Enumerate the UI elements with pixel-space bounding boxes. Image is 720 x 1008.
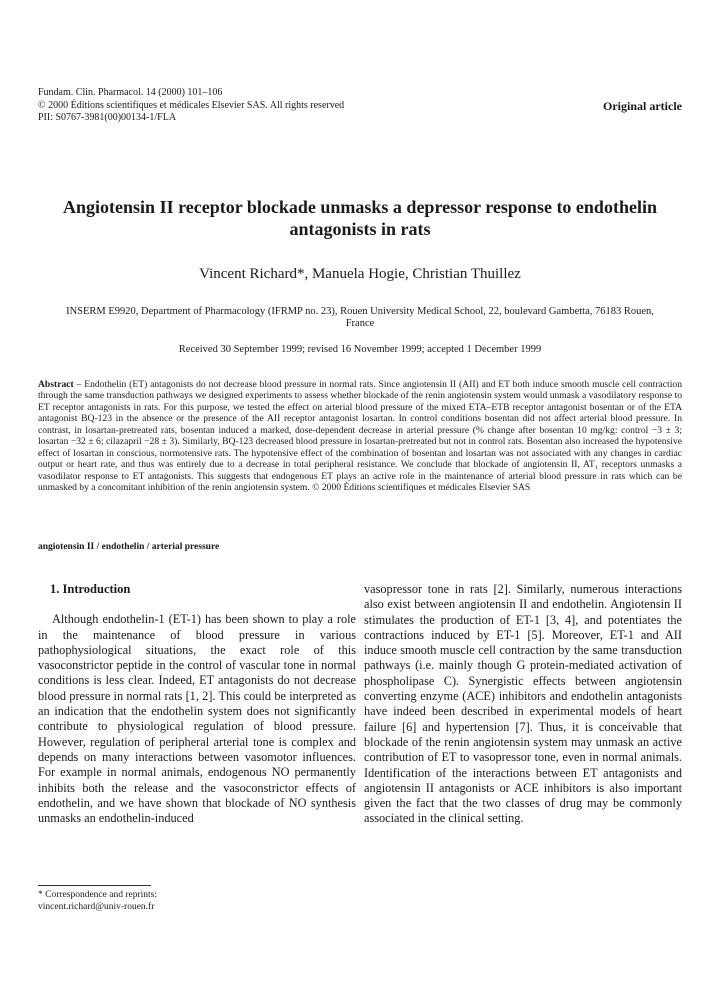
abstract-label: Abstract — [38, 379, 74, 390]
footnote — [38, 889, 157, 913]
article-title: Angiotensin II receptor blockade unmasks a depressor response to endothelin antagonists in rats — [63, 197, 657, 239]
footnote-correspondence: * Correspondence and reprints: — [38, 890, 157, 900]
copyright-line: © 2000 Éditions scientifiques et médicales Elsevier SAS. All rights reserved — [38, 99, 345, 111]
abstract-text: – Endothelin (ET) antagonists do not decrease blood pressure in normal rats. Since angiotensin II (AII) and ET both induce smooth muscle cell contraction through the same transduction pathways we designed experiments to assess whether blockade of the renin angiotensin system would unmask a vasodilatory response to ET receptor antagonists in rats. For this purpose, we tested the effect on arterial blood pressure of the mixed ETA–ETB receptor antagonist bosentan or of the ETA antagonist BQ-123 in the absence or the presence of the AII receptor antagonist losartan. In control conditions bosentan did not affect arterial blood pressure. In contrast, in losartan-pretreated rats, bosentan induced a marked, dose-dependent decrease in arterial pressure (% change after bosentan 10 mg/kg: control −3 ± 3; losartan −32 ± 6; cilazapril −28 ± 3). Similarly, BQ-123 decreased blood pressure in losartan-pretreated but not in control rats. Bosentan also increased the hypotensive effect of losartan in conscious, normotensive rats. The hypotensive effect of the combination of bosentan and losartan was not associated with any changes in cardiac output or heart rate, and thus was entirely due to a decrease in total peripheral resistance. We conclude that blockade of angiotensin II, AT₁ receptors unmasks a vasodilator response to ET antagonists. This suggests that endogenous ET plays an active role in the maintenance of arterial blood pressure in rats which can be unmasked by a concomitant inhibition of the renin angiotensin system. © 2000 Éditions scientifiques et médicales Elsevier SAS — [38, 379, 682, 494]
intro-paragraph-left: Although endothelin-1 (ET-1) has been shown to play a role in the maintenance of blood pressure in various pathophysiological situations, the exact role of this vasoconstrictor peptide in the control of vascular tone in normal conditions is less clear. Indeed, ET antagonists do not decrease blood pressure in normal rats [1, 2]. This could be interpreted as an indication that the endothelin system does not significantly contribute to physiological regulation of blood pressure. However, regulation of peripheral arterial tone is complex and depends on many interactions between vasomotor influences. For example in normal animals, endogenous NO permanently inhibits both the release and the vasoconstrictor effects of endothelin, and we have shown that blockade of NO synthesis unmasks an endothelin-induced — [38, 612, 356, 826]
keywords: angiotensin II / endothelin / arterial pressure — [38, 542, 220, 552]
left-column — [38, 582, 356, 826]
footnote-email: vincent.richard@univ-rouen.fr — [38, 902, 155, 912]
received-dates: Received 30 September 1999; revised 16 November 1999; accepted 1 December 1999 — [178, 344, 542, 355]
affiliation: INSERM E9920, Department of Pharmacology (IFRMP no. 23), Rouen University Medical School, 22, boulevard Gambetta, 76183 Rouen, France — [66, 306, 654, 329]
journal-citation: Fundam. Clin. Pharmacol. 14 (2000) 101–106 — [38, 87, 223, 98]
section-heading: 1. Introduction — [50, 582, 131, 596]
author-list: Vincent Richard*, Manuela Hogie, Christian Thuillez — [199, 266, 521, 282]
pii-line: PII: S0767-3981(00)00134-1/FLA — [38, 112, 177, 123]
abstract — [38, 379, 682, 494]
right-column — [364, 582, 682, 827]
intro-paragraph-right: vasopressor tone in rats [2]. Similarly, numerous interactions also exist between angiotensin II and endothelin. Angiotensin II stimulates the production of ET-1 [3, 4], and potentiates the contractions induced by ET-1 [5]. Moreover, ET-1 and AII induce smooth muscle cell contraction by the same transduction pathways (i.e. mainly though G protein-mediated activation of phospholipase C). Synergistic effects between angiotensin converting enzyme (ACE) inhibitors and endothelin antagonists have indeed been described in experimental models of heart failure [6] and hypertension [7]. Thus, it is conceivable that blockade of the renin angiotensin system may unmask an active contribution of ET to vasopressor tone, even in normal animals. Identification of the interactions between ET antagonists and angiotensin II antagonists or ACE inhibitors is also important given the fact that the two classes of drug may be commonly associated in the clinical setting. — [364, 582, 682, 826]
article-type-label: Original article — [603, 99, 682, 113]
journal-header — [38, 87, 344, 125]
footnote-divider — [38, 885, 151, 886]
